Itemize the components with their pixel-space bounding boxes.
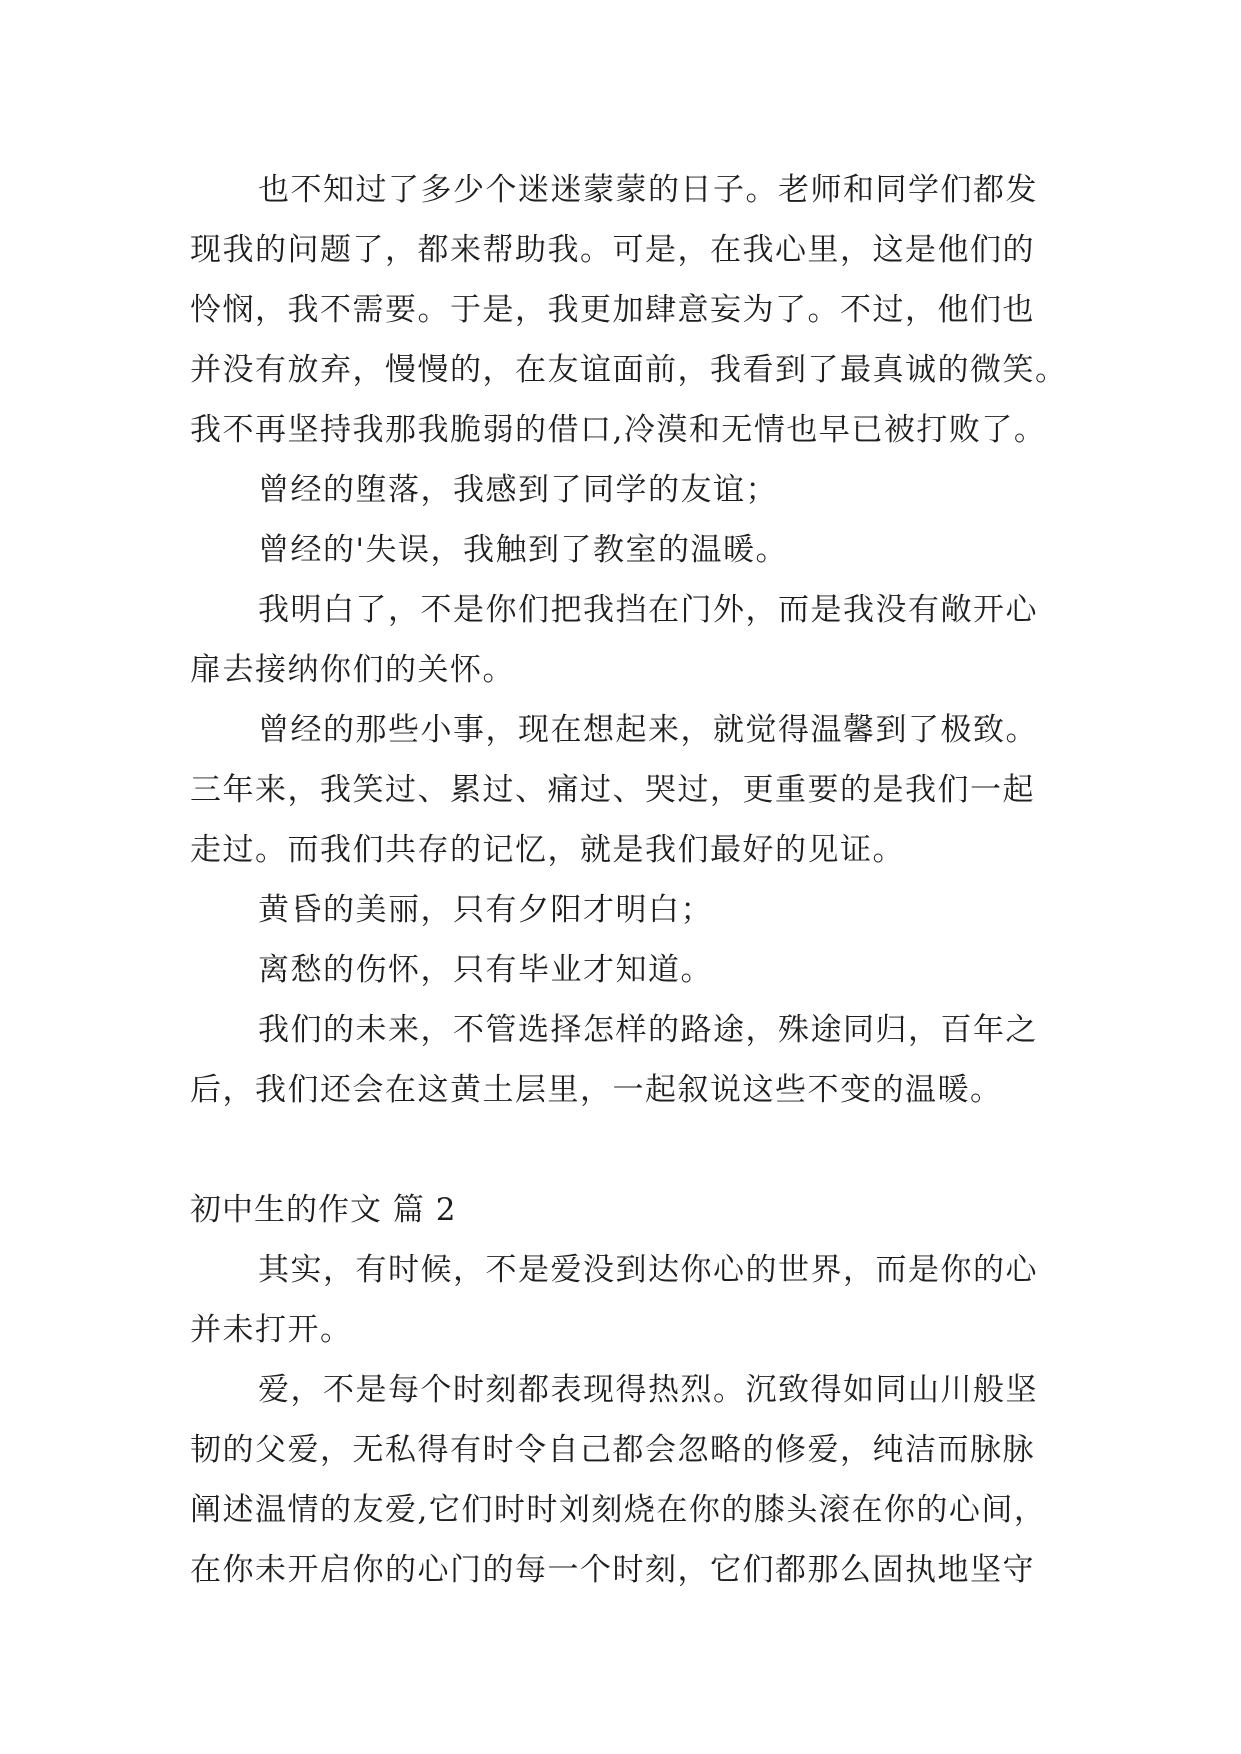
paragraph-line: 曾经的堕落，我感到了同学的友谊； (258, 472, 778, 508)
paragraph-line: 其实，有时候，不是爱没到达你心的世界，而是你的心 (258, 1252, 1038, 1288)
paragraph-line: 离愁的伤怀，只有毕业才知道。 (258, 952, 713, 988)
paragraph-line: 我不再坚持我那我脆弱的借口,冷漠和无情也早已被打败了。 (190, 412, 1047, 448)
paragraph-line: 三年来，我笑过、累过、痛过、哭过，更重要的是我们一起 (190, 772, 1035, 808)
document-body (190, 160, 1070, 1600)
paragraph-line: 后，我们还会在这黄土层里，一起叙说这些不变的温暖。 (190, 1072, 1003, 1108)
paragraph-line: 我们的未来，不管选择怎样的路途，殊途同归，百年之 (258, 1012, 1038, 1048)
paragraph-line: 阐述温情的友爱,它们时时刘刻烧在你的膝头滚在你的心间， (190, 1492, 1047, 1528)
paragraph-line: 黄昏的美丽，只有夕阳才明白； (258, 892, 713, 928)
paragraph-line: 现我的问题了，都来帮助我。可是，在我心里，这是他们的 (190, 232, 1035, 268)
paragraph-line: 并没有放弃，慢慢的，在友谊面前，我看到了最真诚的微笑。 (190, 352, 1068, 388)
paragraph-line: 并未打开。 (190, 1312, 353, 1348)
paragraph-line: 我明白了，不是你们把我挡在门外，而是我没有敞开心 (258, 592, 1038, 628)
paragraph-line: 曾经的那些小事，现在想起来，就觉得温馨到了极致。 (258, 712, 1038, 748)
paragraph-line: 爱，不是每个时刻都表现得热烈。沉致得如同山川般坚 (258, 1372, 1038, 1408)
paragraph-line: 在你未开启你的心门的每一个时刻，它们都那么固执地坚守 (190, 1552, 1035, 1588)
paragraph-line: 怜悯，我不需要。于是，我更加肆意妄为了。不过，他们也 (190, 292, 1035, 328)
paragraph-line: 韧的父爱，无私得有时令自己都会忽略的修爱，纯洁而脉脉 (190, 1432, 1035, 1468)
paragraph-line: 走过。而我们共存的记忆，就是我们最好的见证。 (190, 832, 905, 868)
section-heading: 初中生的作文 篇 2 (190, 1192, 457, 1228)
section-spacer (190, 1120, 1070, 1180)
paragraph-line: 扉去接纳你们的关怀。 (190, 652, 515, 688)
paragraph-line: 曾经的'失误，我触到了教室的温暖。 (258, 532, 789, 568)
paragraph-line: 也不知过了多少个迷迷蒙蒙的日子。老师和同学们都发 (258, 172, 1038, 208)
